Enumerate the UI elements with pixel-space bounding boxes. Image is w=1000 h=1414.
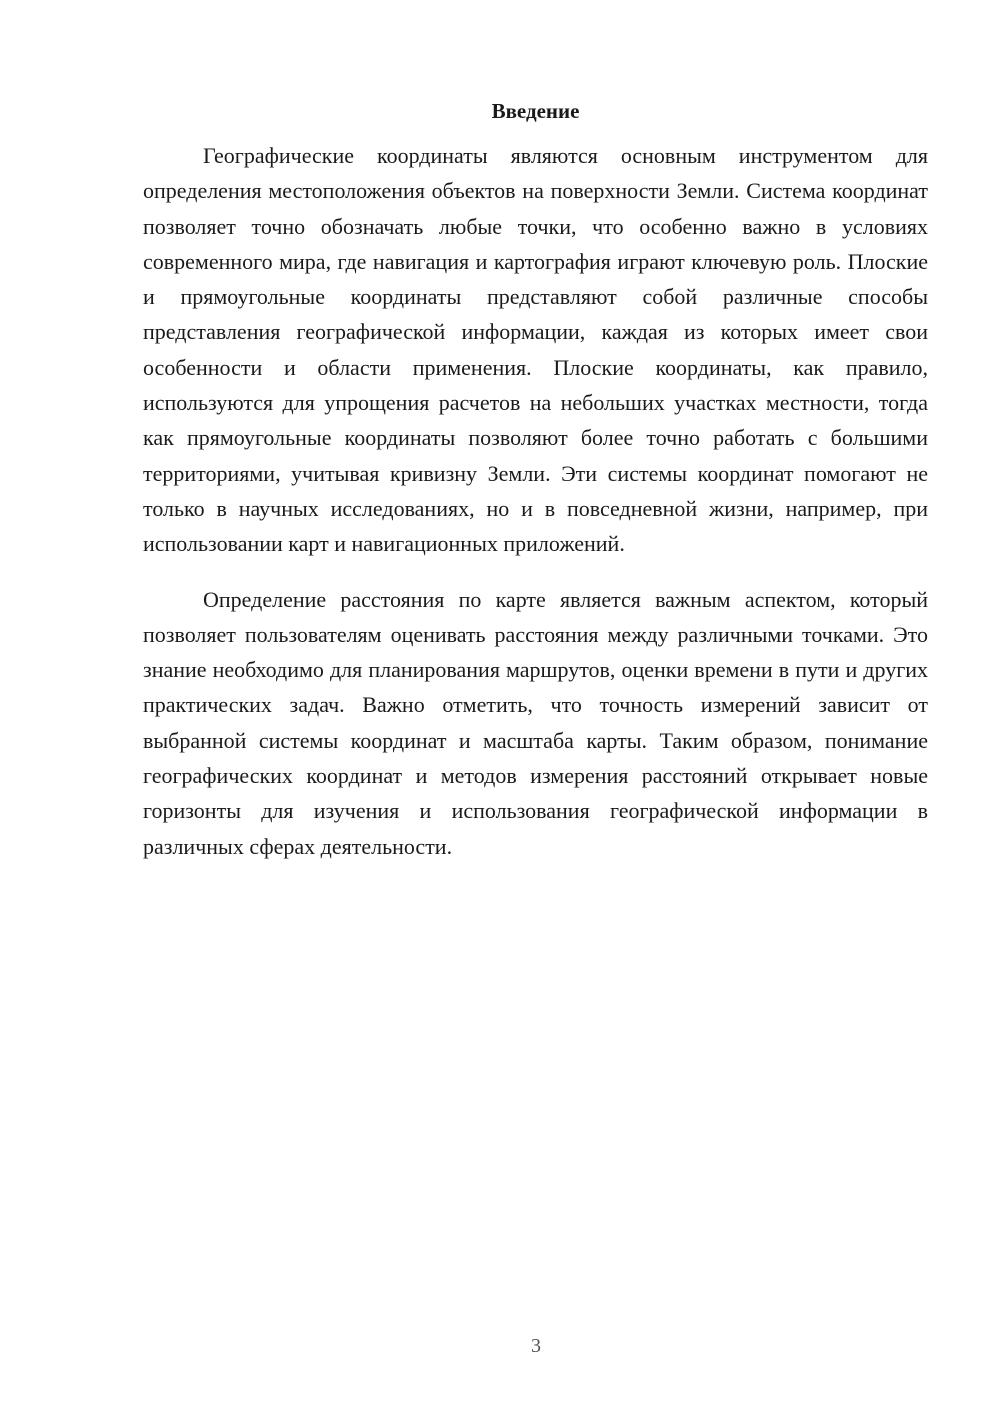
page-number: 3: [531, 1335, 541, 1357]
page-content: [143, 92, 928, 864]
paragraph-intro: Географические координаты являются основным инструментом для определения местоположения объектов на поверхности Земли. Система координат позволяет точно обозначать любые точки, что особенно важно в условиях современного мира, где навигация и картография играют ключевую роль. Плоские и прямоугольные координаты представляют собой различные способы представления географической информации, каждая из которых имеет свои особенности и области применения. Плоские координаты, как правило, используются для упрощения расчетов на небольших участках местности, тогда как прямоугольные координаты позволяют более точно работать с большими территориями, учитывая кривизну Земли. Эти системы координат помогают не только в научных исследованиях, но и в повседневной жизни, например, при использовании карт и навигационных приложений.: [143, 143, 928, 557]
section-heading: Введение: [491, 99, 580, 123]
paragraph-distance: Определение расстояния по карте является важным аспектом, который позволяет пользователям оценивать расстояния между различными точками. Это знание необходимо для планирования маршрутов, оценки времени в пути и других практических задач. Важно отметить, что точность измерений зависит от выбранной системы координат и масштаба карты. Таким образом, понимание географических координат и методов измерения расстояний открывает новые горизонты для изучения и использования географической информации в различных сферах деятельности.: [143, 586, 928, 859]
